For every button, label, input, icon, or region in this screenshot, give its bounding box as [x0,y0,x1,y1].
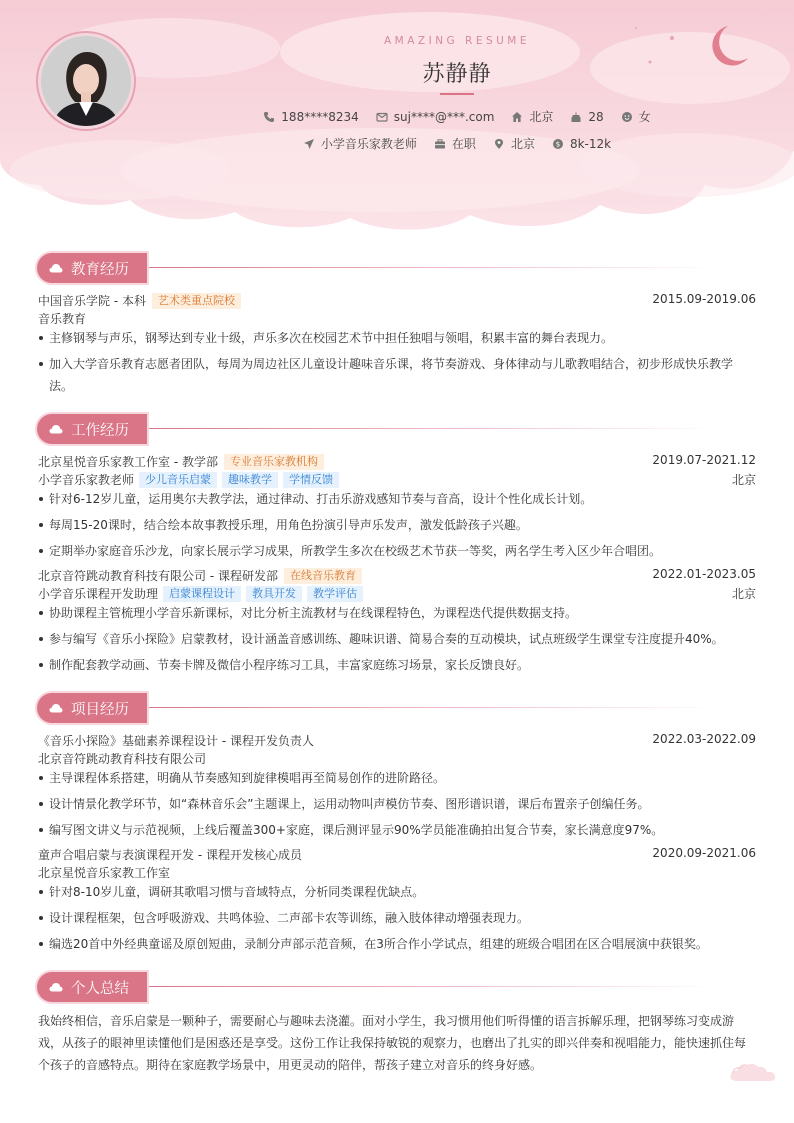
header-eyebrow: AMAZING RESUME [383,35,531,47]
company-name: 北京星悦音乐家教工作室 - 教学部 [38,455,218,469]
expected-salary: 8k-12k [569,136,612,151]
work-bullet: 制作配套教学动画、节奏卡牌及微信小程序练习工具，丰富家庭练习场景，家长反馈良好。 [38,654,743,676]
work-company [38,453,324,470]
face-icon [621,111,633,123]
work-location: 北京 [731,587,756,601]
education-title: 教育经历 [71,261,129,278]
target-city-info [493,135,535,152]
work-title: 工作经历 [71,422,129,439]
residence-city: 北京 [529,110,554,124]
work-bullet: 针对6-12岁儿童，运用奥尔夫教学法，通过律动、打击乐游戏感知节奏与音高，设计个性化成长计划。 [38,488,743,510]
projects-section-header [37,693,757,723]
education-date: 2015.09-2019.06 [652,292,756,306]
projects-tag [37,693,147,723]
work-date: 2019.07-2021.12 [652,453,756,467]
cloud-icon [49,703,63,713]
work-date: 2022.01-2023.05 [652,567,756,581]
cloud-icon [49,263,63,273]
project-bullet: 主导课程体系搭建，明确从节奏感知到旋律模唱再至简易创作的进阶路径。 [38,767,743,789]
resume-header [0,0,794,235]
phone-icon [263,111,275,123]
skill-tag: 趣味教学 [222,472,278,488]
age-info [570,108,603,125]
project-name: 《音乐小探险》基础素养课程设计 - 课程开发负责人 [38,734,314,748]
phone-number: 188****8234 [281,109,359,124]
work-role-row [38,471,339,488]
projects-title: 项目经历 [71,701,129,718]
email-address: suj****@***.com [393,109,495,124]
education-bullet: 加入大学音乐教育志愿者团队，每周为周边社区儿童设计趣味音乐课，将节奏游戏、身体律动与儿歌教唱结合，初步形成快乐教学法。 [38,353,743,397]
cloud-icon [49,982,63,992]
work-section-header [37,414,757,444]
summary-text: 我始终相信，音乐启蒙是一颗种子，需要耐心与趣味去浇灌。面对小学生，我习惯用他们听得懂的语言拆解乐理，把钢琴练习变成游戏，从孩子的眼神里读懂他们是困惑还是享受。这份工作让我保持敏锐的观察力，也磨出了扎实的即兴伴奏和视唱能力，能快速抓住每个孩子的音感特点。期待在家庭教学场景中，用更灵动的陪伴，帮孩子建立对音乐的终身好感。 [38,1014,747,1072]
section-divider [149,428,719,429]
briefcase-icon [434,138,446,150]
company-badge: 在线音乐教育 [284,568,362,584]
cloud-icon [49,424,63,434]
cake-icon [570,111,582,123]
project-bullet: 针对8-10岁儿童，调研其歌唱习惯与音域特点，分析同类课程优缺点。 [38,881,743,903]
job-role: 小学音乐课程开发助理 [38,587,159,601]
email-info [376,108,495,125]
company-badge: 专业音乐家教机构 [224,454,324,470]
project-date: 2020.09-2021.06 [652,846,756,860]
target-city: 北京 [510,137,535,151]
education-tag [37,253,147,283]
gender-value: 女 [638,110,651,124]
skill-tag: 学情反馈 [283,472,339,488]
company-name: 北京音符跳动教育科技有限公司 - 课程研发部 [38,569,278,583]
phone-info [263,108,358,125]
project-bullet: 设计情景化教学环节，如“森林音乐会”主题课上，运用动物叫声模仿节奏、图形谱识谱，课后布置亲子创编任务。 [38,793,743,815]
job-status: 在职 [451,137,476,151]
project-org: 北京音符跳动教育科技有限公司 [38,752,207,766]
section-divider [149,267,719,268]
education-section-header [37,253,757,283]
education-bullet: 主修钢琴与声乐，钢琴达到专业十级，声乐多次在校园艺术节中担任独唱与领唱，积累丰富的舞台表现力。 [38,327,743,349]
project-name: 童声合唱启蒙与表演课程开发 - 课程开发核心成员 [38,848,302,862]
work-bullet: 每周15-20课时，结合绘本故事教授乐理，用角色扮演引导声乐发声，激发低龄孩子兴趣。 [38,514,743,536]
age-value: 28 [588,109,604,124]
skill-tag: 少儿音乐启蒙 [139,472,217,488]
project-date: 2022.03-2022.09 [652,732,756,746]
job-status-info [434,135,476,152]
education-major: 音乐教育 [38,312,87,326]
name-underline [440,93,474,95]
work-location: 北京 [731,473,756,487]
summary-tag [37,972,147,1002]
salary-icon [552,138,564,150]
work-role-row [38,585,363,602]
gender-info [621,108,651,125]
school-badge: 艺术类重点院校 [152,293,241,309]
work-company [38,567,362,584]
section-divider [149,986,719,987]
salary-info [552,135,611,152]
work-tag [37,414,147,444]
summary-title: 个人总结 [71,980,129,997]
target-position-info [303,135,417,152]
section-divider [149,707,719,708]
work-bullet: 定期举办家庭音乐沙龙，向家长展示学习成果，所教学生多次在校级艺术节获一等奖，两名学生考入区少年合唱团。 [38,540,743,562]
send-icon [303,138,315,150]
location-icon [493,138,505,150]
home-icon [511,111,523,123]
skill-tag: 教学评估 [307,586,363,602]
svg-text:$: $ [555,139,561,148]
job-intent-row [0,135,794,152]
mail-icon [376,111,388,123]
project-bullet: 编写图文讲义与示范视频，上线后覆盖300+家庭，课后测评显示90%学员能准确拍出复合节奏，家长满意度97%。 [38,819,743,841]
decorative-cloud-icon [725,1055,785,1085]
candidate-name: 苏静静 [422,62,492,87]
school-name: 中国音乐学院 - 本科 [38,294,146,308]
project-bullet: 设计课程框架，包含呼吸游戏、共鸣体验、二声部卡农等训练，融入肢体律动增强表现力。 [38,907,743,929]
job-role: 小学音乐家教老师 [38,473,135,487]
project-bullet: 编选20首中外经典童谣及原创短曲，录制分声部示范音频，在3所合作小学试点，组建的班级合唱团在区合唱展演中获银奖。 [38,933,743,955]
residence-info [511,108,553,125]
skill-tag: 启蒙课程设计 [163,586,241,602]
summary-section-header [37,972,757,1002]
project-org: 北京星悦音乐家教工作室 [38,866,171,880]
contact-info-row [0,108,794,125]
skill-tag: 教具开发 [246,586,302,602]
work-bullet: 参与编写《音乐小探险》启蒙教材，设计涵盖音感训练、趣味识谱、简易合奏的互动模块，试点班级学生课堂专注度提升40%。 [38,628,743,650]
work-bullet: 协助课程主管梳理小学音乐新课标，对比分析主流教材与在线课程特色，为课程迭代提供数据支持。 [38,602,743,624]
education-school [38,292,241,309]
target-position: 小学音乐家教老师 [320,137,417,151]
